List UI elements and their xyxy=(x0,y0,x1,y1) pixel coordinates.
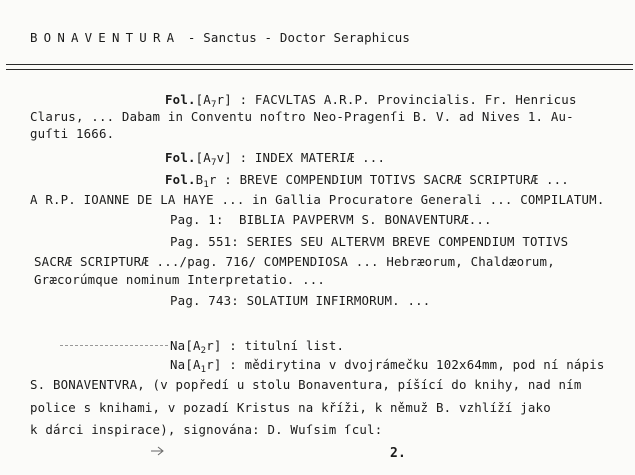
page-number: 2. xyxy=(390,446,407,461)
note-text: r] : mědirytina v dvojrámečku 102x64mm, pod ní nápis xyxy=(206,357,605,372)
header-rule-bottom xyxy=(6,69,633,70)
entry-text: : FACVLTAS A.R.P. Provincialis. Fr. Henricus xyxy=(231,92,577,107)
fol-label: Fol. xyxy=(165,150,196,165)
entry-page-743: Pag. 743: SOLATIUM INFIRMORUM. ... xyxy=(170,293,431,308)
folio-ref-end: r] xyxy=(216,92,232,107)
folio-ref: [A xyxy=(195,150,211,165)
entry-fol-a7v xyxy=(165,150,385,171)
folio-ref-end: v] xyxy=(216,150,232,165)
fol-label: Fol. xyxy=(165,92,196,107)
heading-name: BONAVENTURA xyxy=(30,30,181,45)
note-title-page xyxy=(170,338,344,359)
entry-fol-b1r xyxy=(165,172,569,193)
folio-ref-end: r xyxy=(208,172,217,187)
folio-subscript: 1 xyxy=(203,180,209,190)
entry-text: : INDEX MATERIÆ ... xyxy=(231,150,386,165)
note-ref: Na[A xyxy=(170,338,201,353)
note-subscript: 1 xyxy=(200,365,207,375)
entry-line: Clarus, ... Dabam in Conventu noſtro Neo-Pragenſi B. V. ad Nives 1. Au- xyxy=(30,109,574,124)
heading-subtitle: - Sanctus - Doctor Seraphicus xyxy=(180,30,411,45)
note-line: k dárci inspirace), signována: D. Wuſsim ſcul: xyxy=(30,422,383,437)
note-engraving xyxy=(170,357,605,378)
note-line: S. BONAVENTVRA, (v popředí u stolu Bonaventura, píšící do knihy, nad ním xyxy=(30,377,582,392)
card-heading xyxy=(30,30,410,45)
pencil-arrow-mark xyxy=(150,444,170,458)
entry-line: guſti 1666. xyxy=(30,126,115,141)
header-rule-top xyxy=(6,64,633,65)
note-ref: Na[A xyxy=(170,357,201,372)
entry-line: A R.P. IOANNE DE LA HAYE ... in Gallia Procuratore Generali ... COMPILATUM. xyxy=(30,192,605,207)
folio-subscript: 7 xyxy=(210,100,217,110)
note-line: police s knihami, v pozadí Kristus na kříži, k němuž B. vzhlíží jako xyxy=(30,400,551,415)
entry-line: Græcorúmque nominum Interpretatio. ... xyxy=(34,272,326,287)
note-text: r] : titulní list. xyxy=(206,338,345,353)
leader-dashes xyxy=(60,345,168,346)
entry-page-551: Pag. 551: SERIES SEU ALTERVM BREVE COMPENDIUM TOTIVS xyxy=(170,234,569,249)
entry-text: : BREVE COMPENDIUM TOTIVS SACRÆ SCRIPTURÆ ... xyxy=(216,172,569,187)
note-subscript: 2 xyxy=(200,346,207,356)
folio-ref: [A xyxy=(195,92,211,107)
folio-ref: B xyxy=(195,172,204,187)
entry-page-1: Pag. 1: BIBLIA PAVPERVM S. BONAVENTURÆ... xyxy=(170,212,492,227)
entry-line: SACRÆ SCRIPTURÆ .../pag. 716/ COMPENDIOSA ... Hebræorum, Chaldæorum, xyxy=(34,254,555,269)
folio-subscript: 7 xyxy=(210,158,217,168)
fol-label: Fol. xyxy=(165,172,196,187)
